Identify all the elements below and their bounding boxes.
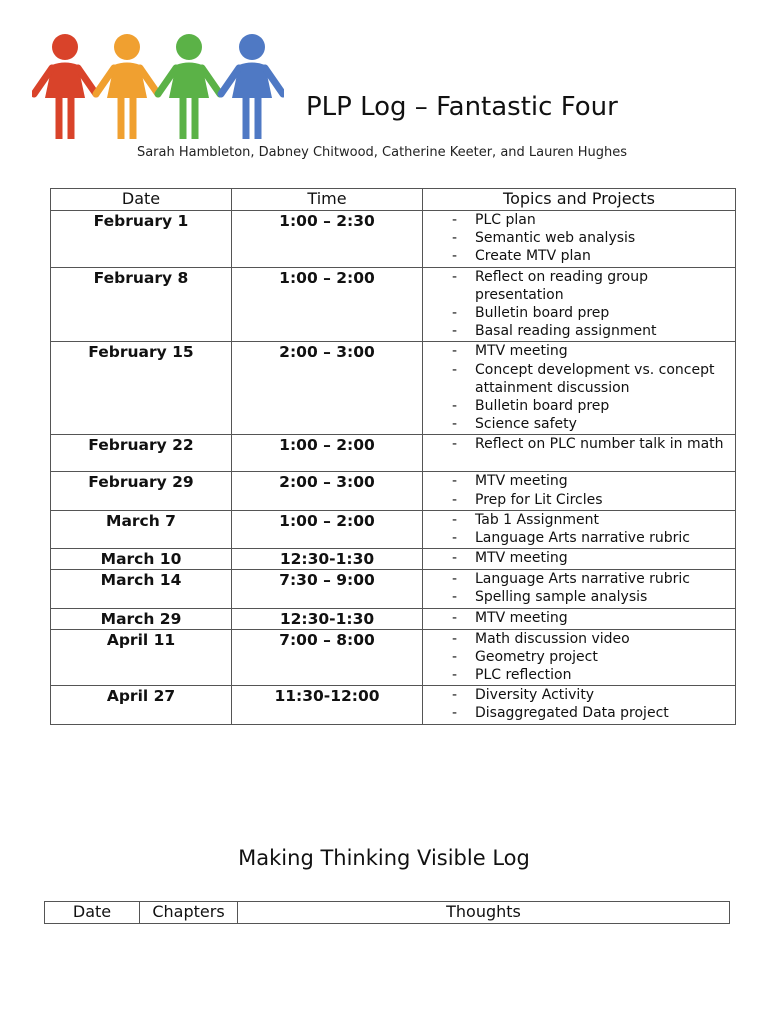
row-time: 11:30-12:00 xyxy=(232,686,423,724)
row-time: 1:00 – 2:00 xyxy=(232,435,423,472)
logo-person-icon xyxy=(34,34,96,139)
mtv-log-table xyxy=(44,901,730,924)
header-thoughts: Thoughts xyxy=(238,902,730,924)
topic-item: - MTV meeting xyxy=(423,609,735,627)
topic-item: - Language Arts narrative rubric xyxy=(423,570,735,588)
mtv-log-title: Making Thinking Visible Log xyxy=(238,846,530,870)
row-date: April 11 xyxy=(51,629,232,686)
row-topics xyxy=(423,570,736,608)
row-time: 2:00 – 3:00 xyxy=(232,342,423,435)
topic-list xyxy=(423,609,735,627)
topic-item: - Geometry project xyxy=(423,648,735,666)
table-row xyxy=(51,472,736,510)
logo-person-icon xyxy=(158,34,220,139)
family-logo-icon xyxy=(32,32,284,140)
row-time: 1:00 – 2:00 xyxy=(232,510,423,548)
row-date: February 8 xyxy=(51,267,232,342)
logo-person-icon xyxy=(96,34,158,139)
header-date: Date xyxy=(45,902,140,924)
row-time: 1:00 – 2:00 xyxy=(232,267,423,342)
topic-item: - PLC reflection xyxy=(423,666,735,684)
topic-item: - Reflect on PLC number talk in math xyxy=(423,435,735,453)
header-time: Time xyxy=(232,189,423,211)
topic-item: - Concept development vs. concept attainment discussion xyxy=(423,361,735,397)
table-row xyxy=(51,510,736,548)
table-header-row xyxy=(45,902,730,924)
table-row xyxy=(51,686,736,724)
row-topics xyxy=(423,510,736,548)
topic-list xyxy=(423,511,735,547)
table-row xyxy=(51,342,736,435)
table-row xyxy=(51,267,736,342)
topic-item: - Science safety xyxy=(423,415,735,433)
topic-item: - Bulletin board prep xyxy=(423,304,735,322)
row-topics xyxy=(423,629,736,686)
row-topics xyxy=(423,342,736,435)
table-row xyxy=(51,435,736,472)
table-row xyxy=(51,570,736,608)
topic-list xyxy=(423,549,735,567)
row-topics xyxy=(423,435,736,472)
topic-item: - Prep for Lit Circles xyxy=(423,491,735,509)
topic-item: - MTV meeting xyxy=(423,549,735,567)
row-topics xyxy=(423,608,736,629)
row-topics xyxy=(423,686,736,724)
topic-list xyxy=(423,211,735,266)
logo-person-icon xyxy=(221,34,283,139)
row-date: March 7 xyxy=(51,510,232,548)
topic-item: - Language Arts narrative rubric xyxy=(423,529,735,547)
row-topics xyxy=(423,472,736,510)
table-row xyxy=(51,608,736,629)
topic-item: - Diversity Activity xyxy=(423,686,735,704)
table-row xyxy=(51,211,736,268)
header-chapters: Chapters xyxy=(140,902,238,924)
row-date: February 1 xyxy=(51,211,232,268)
table-row xyxy=(51,549,736,570)
row-date: February 22 xyxy=(51,435,232,472)
topic-item: - Math discussion video xyxy=(423,630,735,648)
topic-list xyxy=(423,268,735,341)
row-date: March 10 xyxy=(51,549,232,570)
topic-item: - Basal reading assignment xyxy=(423,322,735,340)
topic-item: - Spelling sample analysis xyxy=(423,588,735,606)
row-topics xyxy=(423,549,736,570)
topic-list xyxy=(423,686,735,722)
topic-item: - Semantic web analysis xyxy=(423,229,735,247)
table-row xyxy=(51,629,736,686)
topic-list xyxy=(423,435,735,453)
row-time: 12:30-1:30 xyxy=(232,608,423,629)
row-time: 7:00 – 8:00 xyxy=(232,629,423,686)
topic-item: - Tab 1 Assignment xyxy=(423,511,735,529)
topic-list xyxy=(423,472,735,508)
row-topics xyxy=(423,267,736,342)
topic-item: - Create MTV plan xyxy=(423,247,735,265)
topic-item: - Disaggregated Data project xyxy=(423,704,735,722)
topic-item: - MTV meeting xyxy=(423,472,735,490)
header-date: Date xyxy=(51,189,232,211)
table-header-row xyxy=(51,189,736,211)
topic-item: - Reflect on reading group presentation xyxy=(423,268,735,304)
authors-line: Sarah Hambleton, Dabney Chitwood, Catherine Keeter, and Lauren Hughes xyxy=(136,145,628,160)
topic-list xyxy=(423,630,735,685)
row-time: 2:00 – 3:00 xyxy=(232,472,423,510)
row-time: 1:00 – 2:30 xyxy=(232,211,423,268)
row-topics xyxy=(423,211,736,268)
row-time: 7:30 – 9:00 xyxy=(232,570,423,608)
topic-list xyxy=(423,342,735,433)
topic-item: - PLC plan xyxy=(423,211,735,229)
topic-item: - Bulletin board prep xyxy=(423,397,735,415)
header-topics: Topics and Projects xyxy=(423,189,736,211)
row-date: February 29 xyxy=(51,472,232,510)
topic-list xyxy=(423,570,735,606)
row-date: February 15 xyxy=(51,342,232,435)
row-date: April 27 xyxy=(51,686,232,724)
page-title: PLP Log – Fantastic Four xyxy=(306,92,618,122)
row-time: 12:30-1:30 xyxy=(232,549,423,570)
plp-log-table xyxy=(50,188,736,725)
row-date: March 29 xyxy=(51,608,232,629)
row-date: March 14 xyxy=(51,570,232,608)
topic-item: - MTV meeting xyxy=(423,342,735,360)
